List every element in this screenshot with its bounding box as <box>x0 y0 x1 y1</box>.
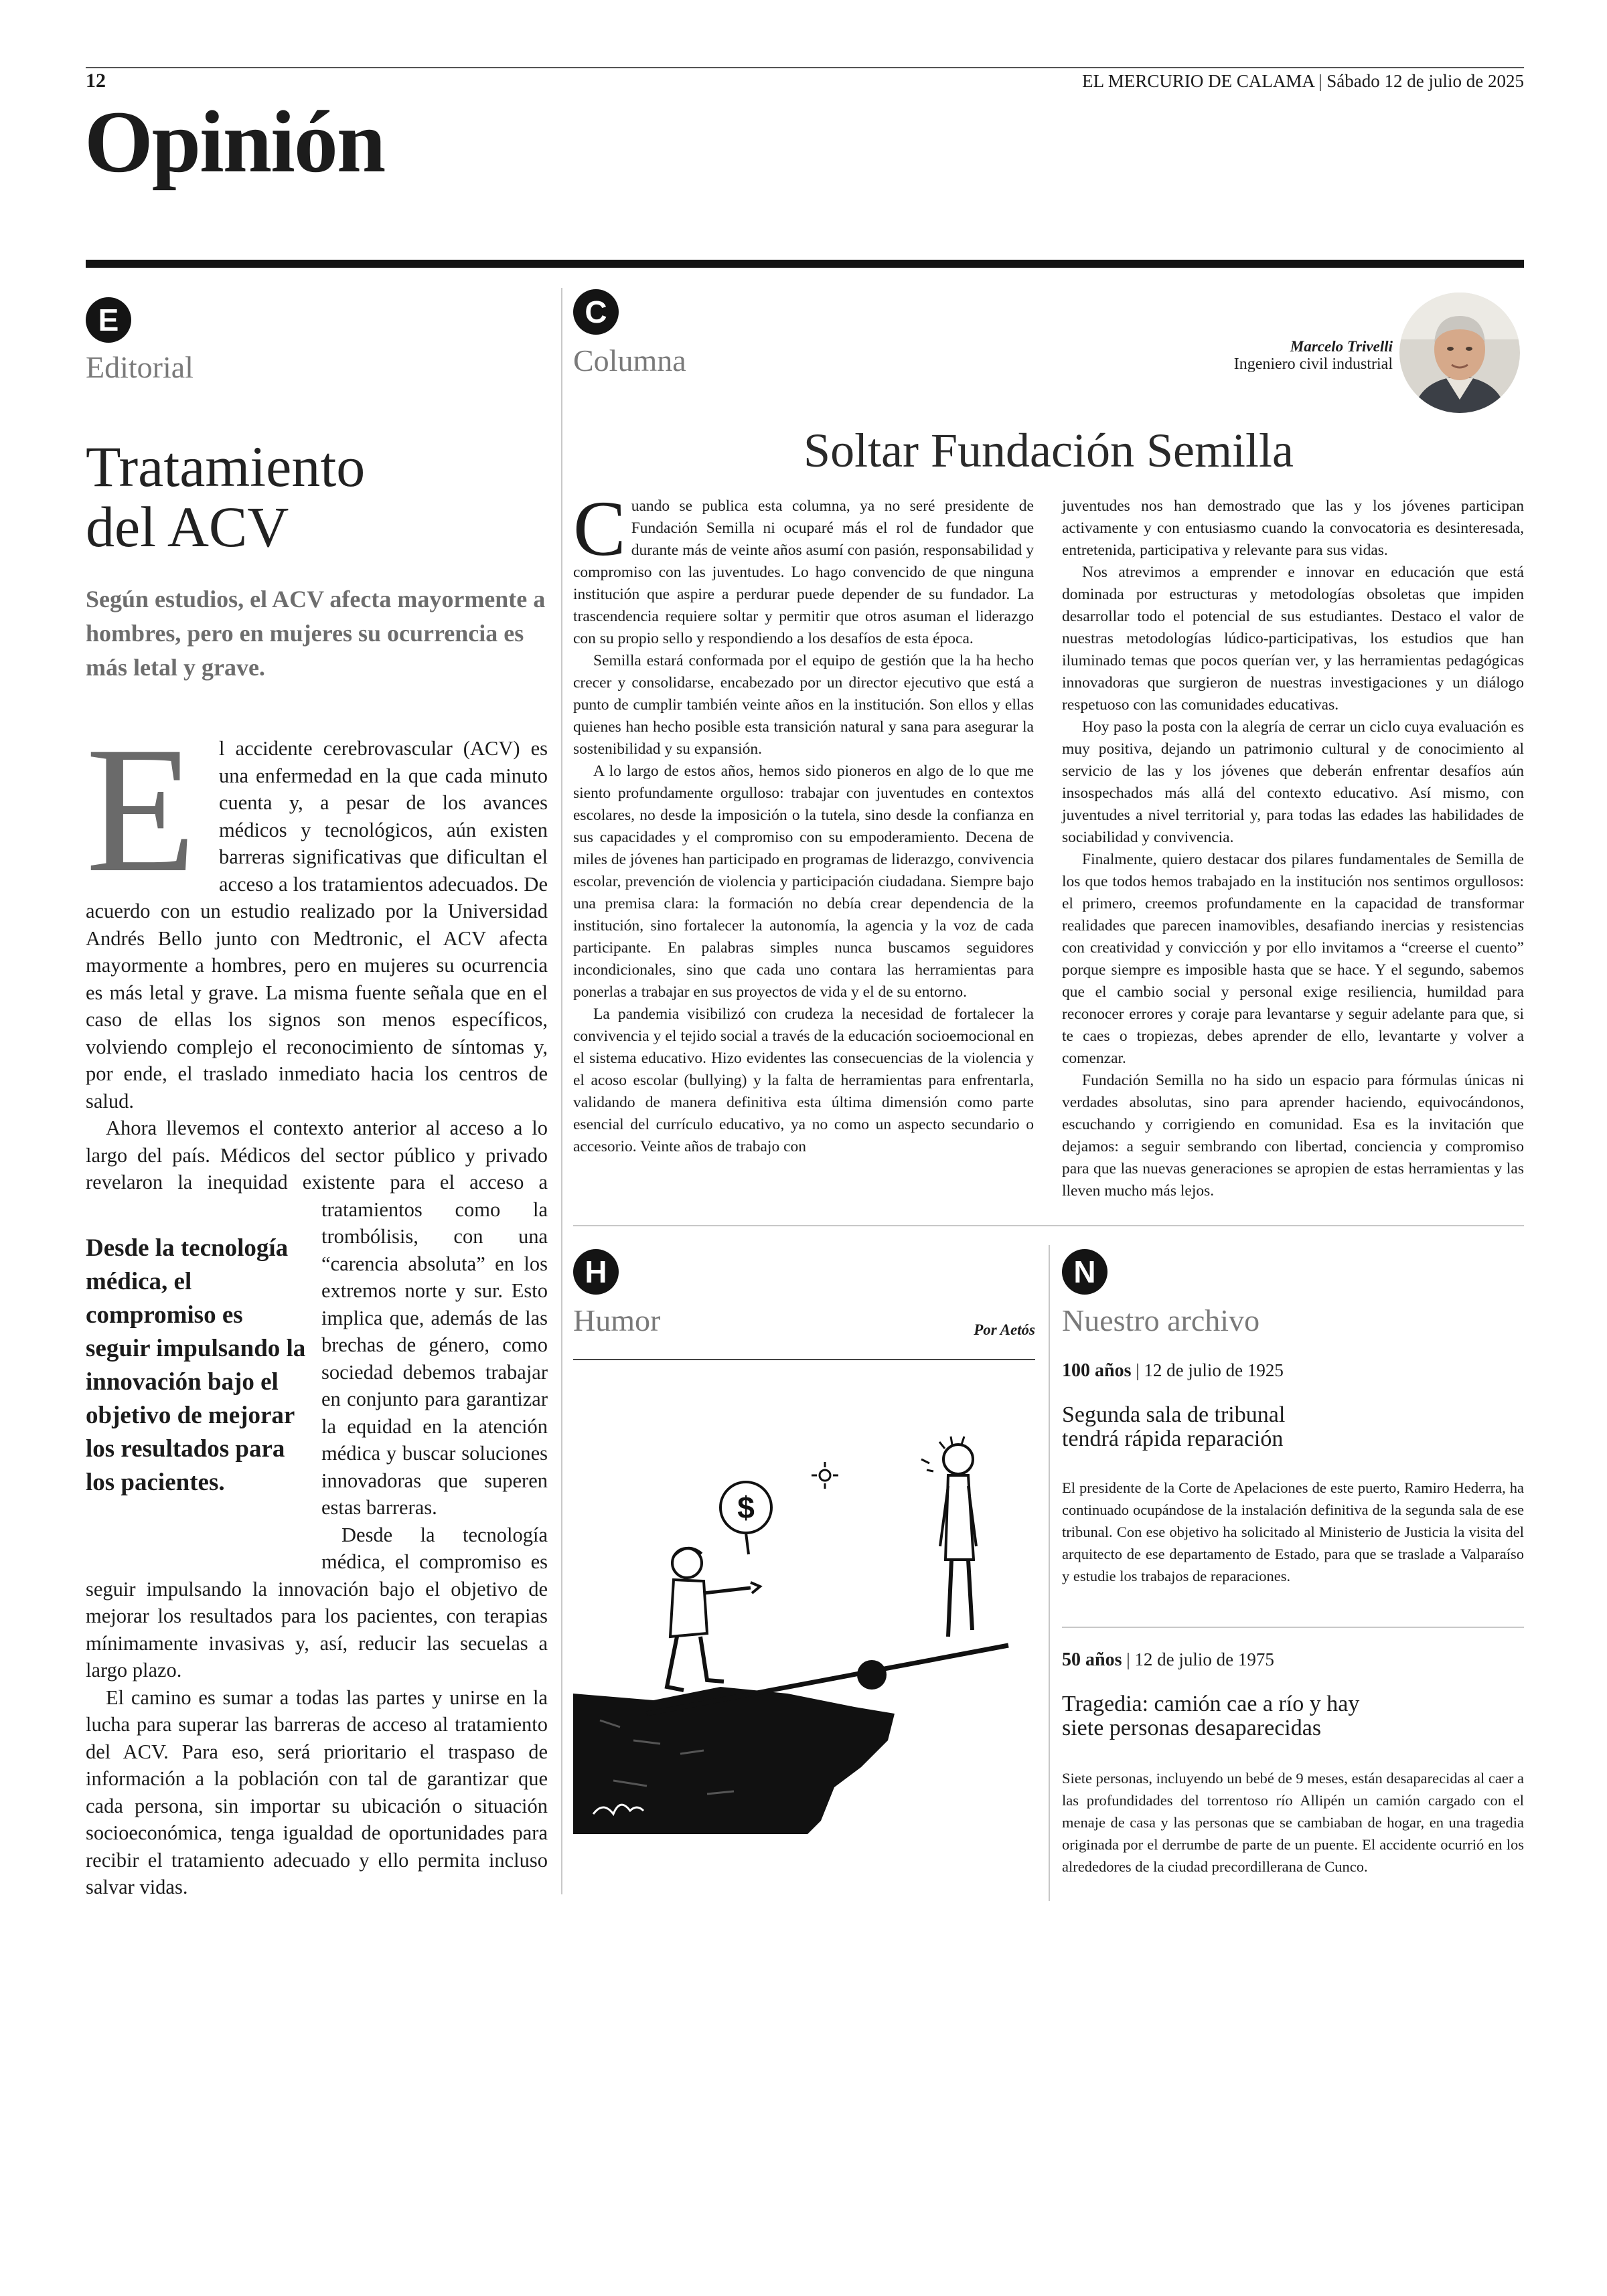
column-paragraph: Semilla estará conformada por el equipo de gestión que la ha hecho crecer y consolidarse, encabezado por un director ejecutivo que está a punto de cumplir también veinte años en la institución. Son ellos y ellas quienes han hecho posible esta transición natural y sana para asegurar la sostenibilidad y su expansión. <box>573 652 1034 758</box>
archive-item-body: Siete personas, incluyendo un bebé de 9 meses, están desaparecidas al caer a las profundidades del torrentoso río Allipén un camión cargado con el menaje de casa y las personas que se cambiaban de hogar, en una tragedia originada por el derrumbe de parte de un puente. El accidente ocurrió en los alrededores de la ciudad precordillerana de Cunco. <box>1062 1770 1524 1875</box>
archive-years: 100 años <box>1062 1360 1132 1381</box>
archive-item-title: Segunda sala de tribunal tendrá rápida reparación <box>1062 1402 1286 1451</box>
editorial-paragraph: Ahora llevemos el contexto anterior al acceso a lo largo del país. Médicos del sector público y privado revelaron la inequidad existente para el acceso a tratamientos como la trombólisis, con una “carencia absoluta” en los extremos norte y sur. Esto implica que, además de las brechas de género, como sociedad debemos trabajar en conjunto para garantizar la equidad en la atención médica y buscar soluciones innovadoras que superen estas barreras. <box>86 1117 548 1519</box>
archive-item-title: Tragedia: camión cae a río y hay siete personas desaparecidas <box>1062 1692 1360 1740</box>
cartoon-dollar-sign: $ <box>737 1490 755 1525</box>
masthead <box>1082 71 1524 92</box>
editorial-paragraph: Desde la tecnología médica, el compromiso es seguir impulsando la innovación bajo el objetivo de mejorar los resultados para los pacientes, con terapias mínimamente invasivas y, así, reducir las secuelas a largo plazo. <box>86 1523 548 1682</box>
editorial-headline <box>86 436 548 557</box>
column-paragraph: juventudes nos han demostrado que las y los jóvenes participan activamente y con entusiasmo cuando la convocatoria es desinteresada, entretenida, participativa y relevante para sus vidas. <box>1062 497 1524 559</box>
archive-item-meta <box>1062 1649 1274 1671</box>
column-paragraph: Fundación Semilla no ha sido un espacio para fórmulas únicas ni verdades absolutas, sino para aprender haciendo, equivocándonos, escuchando y corrigiendo en comunidad. Esa es la invitación que dejamos: a seguir sembrando con libertad, conciencia y compromiso para que las nuevas generaciones se apropien de estas herramientas y las lleven mucho más lejos. <box>1062 1072 1524 1200</box>
section-title: Opinión <box>84 92 385 191</box>
headline-line: del ACV <box>86 495 289 559</box>
column-paragraph: Cuando se publica esta columna, ya no seré presidente de Fundación Semilla ni ocuparé más el rol de fundador que durante más de veinte años asumí con pasión, responsabilidad y compromiso con las juventudes. Lo hago convencido de que ninguna institución que aspire a perdurar puede depender de su fundador. La trascendencia requiere soltar y permitir que otros asuman el liderazgo con su propio sello y respondiendo a los desafíos de esta época. <box>573 485 1034 647</box>
column-body-left <box>573 485 1034 1158</box>
editorial-paragraph: E l accidente cerebrovascular (ACV) es una enfermedad en la que cada minuto cuenta y, a pesar de los avances médicos y tecnológicos, aún existen barreras significativas que dificultan el acceso a los tratamientos adecuados. De acuerdo con un estudio realizado por la Universidad Andrés Bello junto con Medtronic, el ACV afecta mayormente a hombres, pero en mujeres su ocurrencia es más letal y grave. La misma fuente señala que en el caso de ellas los signos son menos específicos, volviendo complejo el reconocimiento de síntomas y, por ende, el traslado inmediato hacia los centros de salud. <box>86 710 548 1113</box>
column-label: Columna <box>573 343 686 378</box>
dropcap: C <box>573 485 626 572</box>
column-paragraph: Finalmente, quiero destacar dos pilares fundamentales de Semilla de los que todos hemos trabajado en la institución nos sentimos orgullosos: el primero, creemos profundamente en la capacidad de transformar realidades que parecen inamovibles, desafiando inercias y resistencias con creatividad y convicción y por ello invitamos a “creerse el cuento” porque siempre es imposible hasta que se hace. Y el segundo, sabemos que el cambio social y personal exige resiliencia, humildad para reconocer errores y coraje para levantarse y seguir adelante para que, si te caes o tropiezas, debes aprender de ello, levantarte y volver a comenzar. <box>1062 851 1524 1067</box>
archive-label: Nuestro archivo <box>1062 1303 1260 1337</box>
humor-cartoon <box>573 1406 1035 1834</box>
archive-divider <box>1062 1627 1524 1628</box>
author-role: Ingeniero civil industrial <box>1233 355 1393 373</box>
column-paragraph: A lo largo de estos años, hemos sido pioneros en algo de lo que me siento profundamente orgulloso: trabajar con juventudes en contextos escolares, no desde la imposición o la tutela, sino desde la confianza en sus capacidades y el compromiso con su empoderamiento. Decena de miles de jóvenes han participado en programas de liderazgo, convivencia escolar, prevención de violencia y participación ciudadana. Siempre bajo una premisa clara: la formación no debía crear dependencia de la institución, sino fortalecer la autonomía, la agencia y la voz de cada participante. En palabras simples nunca buscamos seguidores incondicionales, sino que cada uno contara las herramientas para ponerlas a trabajar en sus proyectos de vida y el de su entorno. <box>573 762 1034 1001</box>
editorial-label: Editorial <box>86 350 194 384</box>
humor-badge: H <box>573 1249 619 1295</box>
editorial-deck: Según estudios, el ACV afecta mayormente a hombres, pero en mujeres su ocurrencia es más letal y grave. <box>86 586 546 681</box>
archive-separator: | <box>1122 1649 1135 1669</box>
headline-line: Tratamiento <box>86 434 366 499</box>
archive-separator: | <box>1131 1360 1144 1380</box>
paper-name: EL MERCURIO DE CALAMA <box>1082 71 1314 91</box>
masthead-separator: | <box>1318 71 1327 91</box>
author-photo <box>1399 293 1520 413</box>
editorial-paragraph: El camino es sumar a todas las partes y unirse en la lucha para superar las barreras de acceso al tratamiento del ACV. Para eso, será prioritario el traspaso de información a la población con tal de garantizar que cada persona, sin importar su ubicación o situación socioeconómica, tenga igualdad de oportunidades para recibir el tratamiento adecuado y ello permita incluso salvar vidas. <box>86 1686 548 1898</box>
archive-date: 12 de julio de 1925 <box>1144 1360 1284 1380</box>
header-rule <box>86 67 1524 68</box>
column-body-right <box>1062 495 1524 1202</box>
editorial-badge: E <box>86 297 131 343</box>
archive-years: 50 años <box>1062 1649 1122 1670</box>
column-divider <box>561 288 562 1894</box>
humor-byline: Por Aetós <box>974 1321 1035 1338</box>
archive-item-body: El presidente de la Corte de Apelaciones de este puerto, Ramiro Hederra, ha continuado ocupándose de la instalación definitiva de la segunda sala de ese tribunal. Con ese objetivo ha solicitado al Ministerio de Justicia la visita del arquitecto de ese departamento de Estado, para que se traslade a Valparaíso y estudie los trabajos de reparaciones. <box>1062 1479 1524 1584</box>
column-paragraph: La pandemia visibilizó con crudeza la necesidad de fortalecer la convivencia y el tejido social a través de la educación socioemocional en el sistema educativo. Hizo evidentes las consecuencias de la violencia y el acoso escolar (bullying) y la falta de herramientas para enfrentarla, validando de manera definitiva esta última dimensión como parte esencial del currículo educativo, ya no como un aspecto secundario o accesorio. Veinte años de trabajo con <box>573 1005 1034 1155</box>
archive-item-meta <box>1062 1360 1284 1382</box>
page-number: 12 <box>86 70 106 92</box>
author-byline <box>1138 338 1393 374</box>
archive-date: 12 de julio de 1975 <box>1134 1649 1274 1669</box>
column-paragraph: Nos atrevimos a emprender e innovar en educación que está dominada por estructuras y metodologías obsoletas que impiden desarrollar todo el potencial de sus estudiantes. Destaco el valor de nuestras metodologías lúdico-participativas, los estudios que han iluminado temas que pocos querían ver, y las herramientas pedagógicas innovadoras que surgieron de nuestras investigaciones y un diálogo respetuoso con las comunidades educativas. <box>1062 564 1524 714</box>
column-bottom-rule <box>573 1225 1524 1226</box>
column-headline: Soltar Fundación Semilla <box>804 424 1294 477</box>
dropcap: E <box>86 710 196 910</box>
column-paragraph: Hoy paso la posta con la alegría de cerrar un ciclo cuya evaluación es muy positiva, dejando un patrimonio cultural y de conocimiento al servicio de las y los jóvenes que deberán enfrentar desafíos aún insospechados más allá del contexto educativo. Así mismo, con juventudes a nivel territorial y, para todas las edades las habilidades de sociabilidad y convivencia. <box>1062 718 1524 846</box>
author-name: Marcelo Trivelli <box>1290 338 1393 355</box>
section-rule <box>86 260 1524 268</box>
humor-label: Humor <box>573 1303 661 1337</box>
issue-date: Sábado 12 de julio de 2025 <box>1326 71 1524 91</box>
humor-rule <box>573 1359 1035 1360</box>
editorial-pullquote: Desde la tecnología médica, el compromiso es seguir impulsando la innovación bajo el objetivo de mejorar los resultados para los pacientes. <box>86 1234 306 1496</box>
archive-badge: N <box>1062 1249 1107 1295</box>
column-badge: C <box>573 289 619 335</box>
column-divider <box>1049 1245 1050 1901</box>
